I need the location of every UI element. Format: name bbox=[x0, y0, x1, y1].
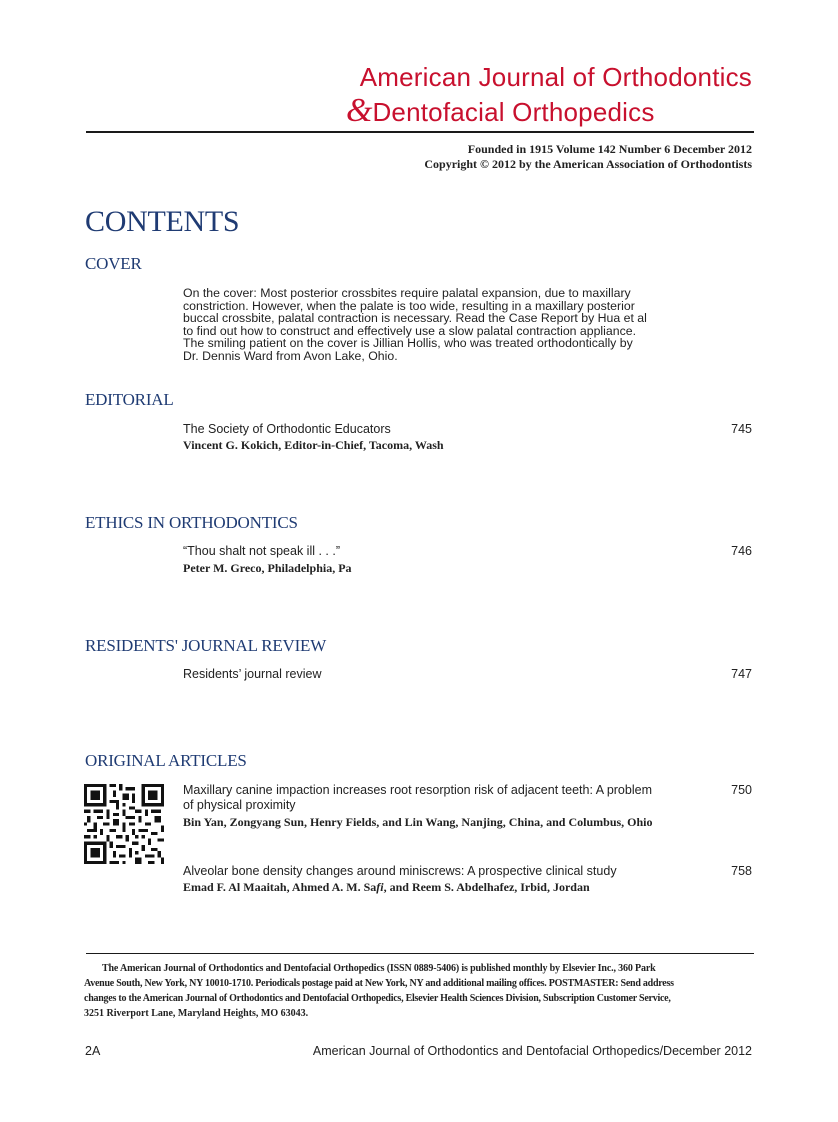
section-heading-editorial: EDITORIAL bbox=[85, 390, 174, 409]
running-title: American Journal of Orthodontics and Dentofacial Orthopedics/December 2012 bbox=[312, 1044, 752, 1058]
publication-notice-line: changes to the American Journal of Orthodontics and Dentofacial Orthopedics, Elsevier Health Sciences Division, Subscription Customer Service, bbox=[84, 993, 671, 1004]
cover-description bbox=[183, 287, 743, 363]
section-heading-cover: COVER bbox=[85, 254, 142, 273]
contents-title: CONTENTS bbox=[85, 205, 240, 238]
journal-title-line2-wrap bbox=[346, 92, 655, 130]
founded-line: Founded in 1915 Volume 142 Number 6 December 2012 bbox=[467, 142, 752, 156]
editorial-article-title[interactable]: The Society of Orthodontic Educators bbox=[183, 422, 391, 436]
publication-notice-line: Avenue South, New York, NY 10010-1710. Periodicals postage paid at New York, NY and additional mailing offices. POSTMASTER: Send address bbox=[84, 978, 674, 989]
publication-notice-line: The American Journal of Orthodontics and Dentofacial Orthopedics (ISSN 0889-5406) is published monthly by Elsevier Inc., 360 Park bbox=[102, 963, 656, 974]
original-article-2-page-number: 758 bbox=[731, 864, 752, 878]
qr-code-icon[interactable] bbox=[84, 784, 164, 864]
section-heading-residents: RESIDENTS' JOURNAL REVIEW bbox=[85, 636, 327, 655]
cover-line: to find out how to construct and effectively use a slow palatal contraction appliance. bbox=[183, 323, 636, 338]
ethics-authors: Peter M. Greco, Philadelphia, Pa bbox=[183, 561, 352, 575]
publication-notice bbox=[84, 961, 754, 1021]
original-article-1-title-line2: of physical proximity bbox=[183, 798, 296, 812]
cover-line: Dr. Dennis Ward from Avon Lake, Ohio. bbox=[183, 348, 398, 363]
header-rule bbox=[86, 131, 754, 133]
footer-rule bbox=[86, 953, 754, 954]
page-label: 2A bbox=[85, 1044, 101, 1058]
original-article-2-authors bbox=[183, 880, 590, 895]
original-article-1-page-number: 750 bbox=[731, 783, 752, 797]
ampersand-logo: & bbox=[346, 92, 373, 129]
section-heading-ethics: ETHICS IN ORTHODONTICS bbox=[85, 513, 298, 532]
authors-part: Emad F. Al Maaitah, Ahmed A. M. Sa bbox=[183, 880, 377, 894]
publication-notice-line: 3251 Riverport Lane, Maryland Heights, MO 63043. bbox=[84, 1008, 309, 1019]
residents-page-number: 747 bbox=[731, 667, 752, 681]
journal-title-line1: American Journal of Orthodontics bbox=[359, 62, 752, 92]
editorial-page-number: 745 bbox=[731, 422, 752, 436]
journal-title-line2: Dentofacial Orthopedics bbox=[372, 97, 655, 127]
ethics-article-title[interactable]: “Thou shalt not speak ill . . .” bbox=[183, 544, 341, 558]
authors-part: , and Reem S. Abdelhafez, Irbid, Jordan bbox=[383, 880, 590, 894]
cover-line: The smiling patient on the cover is Jillian Hollis, who was treated orthodontically by bbox=[183, 336, 633, 351]
ethics-page-number: 746 bbox=[731, 544, 752, 558]
original-article-1-title[interactable] bbox=[183, 783, 713, 813]
cover-line: On the cover: Most posterior crossbites require palatal expansion, due to maxillary bbox=[183, 286, 631, 300]
original-article-1-authors: Bin Yan, Zongyang Sun, Henry Fields, and Lin Wang, Nanjing, China, and Columbus, Ohio bbox=[183, 815, 653, 829]
authors-ligature: fi bbox=[376, 880, 384, 894]
section-heading-original-articles: ORIGINAL ARTICLES bbox=[85, 751, 247, 770]
original-article-2-title[interactable]: Alveolar bone density changes around miniscrews: A prospective clinical study bbox=[183, 864, 617, 878]
original-article-1-title-line1: Maxillary canine impaction increases root resorption risk of adjacent teeth: A problem bbox=[183, 783, 652, 797]
editorial-authors: Vincent G. Kokich, Editor-in-Chief, Tacoma, Wash bbox=[183, 438, 444, 452]
cover-line: buccal crossbite, palatal contraction is necessary. Read the Case Report by Hua et al bbox=[183, 311, 647, 326]
cover-line: constriction. However, when the palate is too wide, resulting in a maxillary posterior bbox=[183, 298, 635, 313]
copyright-line: Copyright © 2012 by the American Association of Orthodontists bbox=[424, 157, 752, 171]
residents-article-title[interactable]: Residents’ journal review bbox=[183, 667, 322, 681]
